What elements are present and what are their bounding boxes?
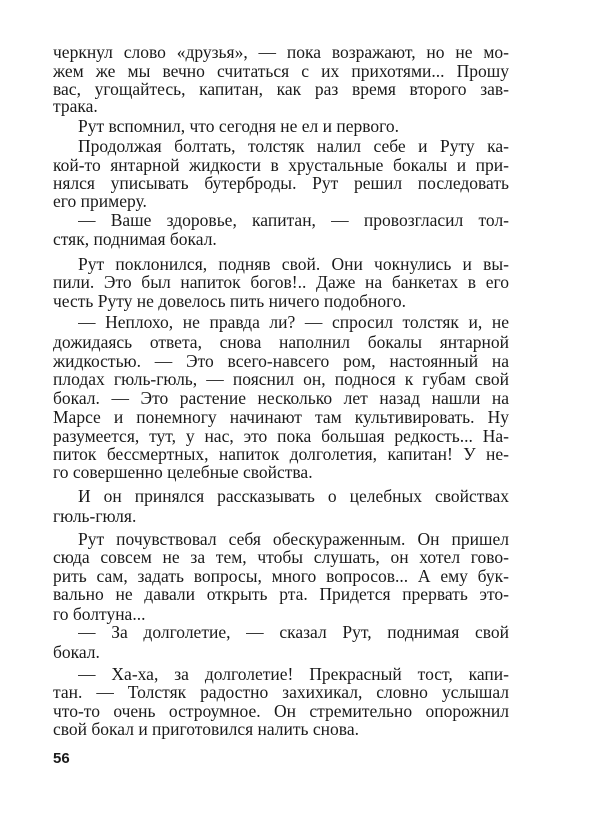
text-line: кой-то янтарной жидкости в хрустальные бокалы и при- xyxy=(53,155,509,175)
text-line: бокал. — Это растение несколько лет назад нашли на xyxy=(53,388,509,408)
text-line: сюда совсем не за тем, чтобы слушать, он хотел гово- xyxy=(53,547,509,567)
text-line: трака. xyxy=(53,96,98,116)
text-line: плодах гюль-гюль, — пояснил он, поднося к губам свой xyxy=(53,369,509,389)
text-line: его примеру. xyxy=(53,191,147,211)
text-line: Продолжая болтать, толстяк налил себе и Руту ка- xyxy=(78,136,509,156)
text-line: пили. Это был напиток богов!.. Даже на банкетах в его xyxy=(53,272,509,292)
text-line: — Ваше здоровье, капитан, — провозгласил тол- xyxy=(78,210,509,230)
text-line: И он принялся рассказывать о целебных свойствах xyxy=(78,486,509,506)
text-line: го совершенно целебные свойства. xyxy=(53,462,313,482)
text-line: питок бессмертных, напиток долголетия, капитан! У не- xyxy=(53,444,509,464)
text-line: стяк, поднимая бокал. xyxy=(53,229,217,249)
text-line: свой бокал и приготовился налить снова. xyxy=(53,719,359,739)
text-line: Рут почувствовал себя обескураженным. Он пришел xyxy=(78,529,509,549)
text-line: вас, угощайтесь, капитан, как раз время второго зав- xyxy=(53,79,509,99)
page-number: 56 xyxy=(53,750,70,767)
text-line: тан. — Толстяк радостно захихикал, словно услышал xyxy=(53,682,509,702)
text-line: — За долголетие, — сказал Рут, поднимая свой xyxy=(78,622,509,642)
text-line: бокал. xyxy=(53,642,100,662)
text-line: рить сам, задать вопросы, много вопросов... А ему бук- xyxy=(53,566,509,586)
text-line: разумеется, тут, у нас, это пока большая редкость... На- xyxy=(53,426,509,446)
text-line: вально не давали открыть рта. Придется прервать это- xyxy=(53,584,509,604)
text-line: честь Руту не довелось пить ничего подобного. xyxy=(53,291,406,311)
text-line: го болтуна... xyxy=(53,604,146,624)
text-line: Марсе и понемногу начинают там культивировать. Ну xyxy=(53,407,509,427)
text-line: — Неплохо, не правда ли? — спросил толстяк и, не xyxy=(78,312,509,332)
text-line: черкнул слово «друзья», — пока возражают, но не мо- xyxy=(53,42,509,62)
text-line: нялся уписывать бутерброды. Рут решил последовать xyxy=(53,173,509,193)
text-line: — Ха-ха, за долголетие! Прекрасный тост, капи- xyxy=(78,664,509,684)
text-line: Рут поклонился, подняв свой. Они чокнулись и вы- xyxy=(78,254,509,274)
text-line: дожидаясь ответа, снова наполнил бокалы янтарной xyxy=(53,332,509,352)
text-line: гюль-гюля. xyxy=(53,506,137,526)
text-line: жидкостью. — Это всего-навсего ром, настоянный на xyxy=(53,351,509,371)
text-line: жем же мы вечно считаться с их прихотями... Прошу xyxy=(53,61,509,81)
text-line: что-то очень остроумное. Он стремительно опорожнил xyxy=(53,701,509,721)
text-line: Рут вспомнил, что сегодня не ел и первого. xyxy=(78,116,400,136)
